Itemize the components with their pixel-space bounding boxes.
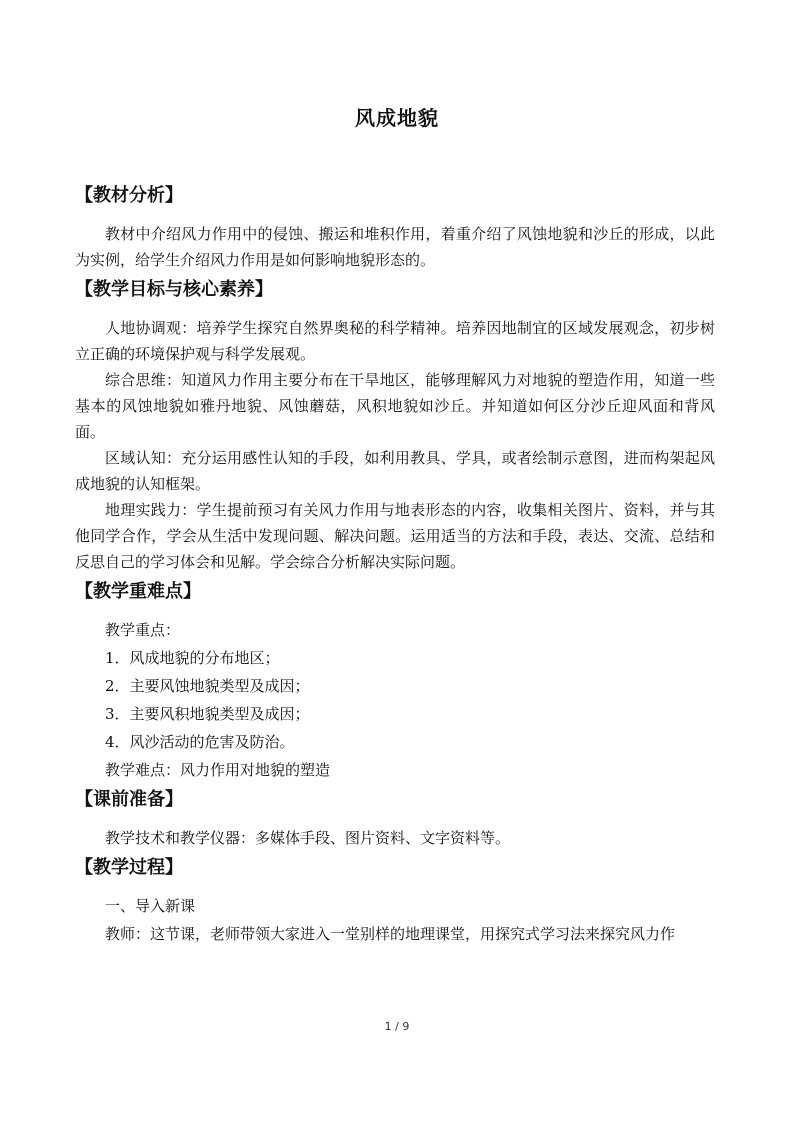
section-preparation xyxy=(75,785,715,851)
document-title: 风成地貌 xyxy=(355,106,439,130)
paragraph: 人地协调观：培养学生探究自然界奥秘的科学精神。培养因地制宜的区域发展观念，初步树立正确的环境保护观与科学发展观。 xyxy=(75,319,715,363)
section-teaching-process xyxy=(75,853,715,947)
document-body xyxy=(75,181,715,947)
paragraph: 综合思维：知道风力作用主要分布在干旱地区，能够理解风力对地貌的塑造作用，知道一些基本的风蚀地貌如雅丹地貌、风蚀蘑菇，风积地貌如沙丘。并知道如何区分沙丘迎风面和背风面。 xyxy=(75,371,715,441)
paragraph: 区域认知：充分运用感性认知的手段，如利用教具、学具，或者绘制示意图，进而构架起风成地貌的认知框架。 xyxy=(75,449,715,493)
paragraph: 教师：这节课，老师带领大家进入一堂别样的地理课堂，用探究式学习法来探究风力作 xyxy=(105,925,676,943)
list-item: 2．主要风蚀地貌类型及成因； xyxy=(105,677,310,695)
paragraph: 教学技术和教学仪器：多媒体手段、图片资料、文字资料等。 xyxy=(105,829,511,847)
list-item: 3．主要风积地貌类型及成因； xyxy=(105,705,310,723)
section-heading: 【课前准备】 xyxy=(75,789,183,810)
paragraph: 教学重点： xyxy=(105,621,181,639)
section-key-points xyxy=(75,577,715,783)
paragraph: 教学难点：风力作用对地貌的塑造 xyxy=(105,761,331,779)
paragraph: 地理实践力：学生提前预习有关风力作用与地表形态的内容，收集相关图片、资料，并与其他同学合作，学会从生活中发现问题、解决问题。运用适当的方法和手段，表达、交流、总结和反思自己的学习体会和见解。学会综合分析解决实际问题。 xyxy=(75,501,715,571)
list-item: 1．风成地貌的分布地区； xyxy=(105,649,280,667)
paragraph: 一、导入新课 xyxy=(105,897,196,915)
list-item: 4．风沙活动的危害及防治。 xyxy=(105,733,295,751)
section-heading: 【教材分析】 xyxy=(75,185,183,206)
paragraph: 教材中介绍风力作用中的侵蚀、搬运和堆积作用，着重介绍了风蚀地貌和沙丘的形成，以此为实例，给学生介绍风力作用是如何影响地貌形态的。 xyxy=(75,225,715,269)
section-teaching-goals xyxy=(75,275,715,575)
section-heading: 【教学目标与核心素养】 xyxy=(75,279,273,300)
section-textbook-analysis xyxy=(75,181,715,273)
section-heading: 【教学重难点】 xyxy=(75,581,201,602)
section-heading: 【教学过程】 xyxy=(75,857,183,878)
page-number: 1 / 9 xyxy=(384,1020,410,1033)
